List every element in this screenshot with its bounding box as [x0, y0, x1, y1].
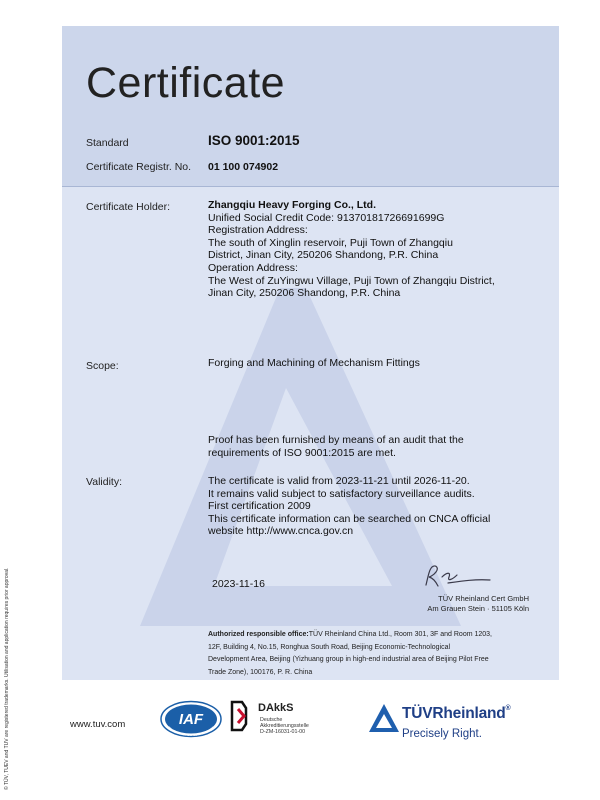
registration-number: 01 100 074902: [208, 161, 279, 173]
tuv-rheinland-logo: [368, 702, 548, 750]
certificate-title: Certificate: [86, 59, 286, 107]
iaf-ring-text: ERNATIONAL ACCREDITATION FOR: [166, 725, 216, 738]
holder-line: Registration Address:: [208, 224, 308, 237]
dakks-title: DAkkS: [258, 702, 294, 714]
holder-line: District, Jinan City, 250206 Shandong, P.R. China: [208, 249, 439, 262]
certification-body-address: Am Grauen Stein · 51105 Köln: [427, 604, 529, 613]
scope-value: Forging and Machining of Mechanism Fittings: [208, 357, 420, 369]
validity-line: This certificate information can be searched on CNCA official: [208, 512, 491, 525]
scope-label: Scope:: [86, 360, 119, 372]
dakks-logo: [228, 698, 338, 746]
certificate-panel: [62, 26, 559, 680]
authorized-line: Development Area, Beijing (Yizhuang group in high-end industrial area of Beijing Pilot Free: [208, 656, 489, 663]
holder-line: Jinan City, 250206 Shandong, P.R. China: [208, 287, 401, 300]
holder-line: The West of ZuYingwu Village, Puji Town of Zhangqiu District,: [208, 274, 495, 287]
authorized-office: [208, 629, 548, 679]
validity-line: It remains valid subject to satisfactory surveillance audits.: [208, 487, 475, 500]
proof-line: Proof has been furnished by means of an audit that the: [208, 434, 464, 446]
dakks-subtitle: Deutsche Akkreditierungsstelle D-ZM-16031-01-00: [260, 717, 309, 735]
authorized-line: Trade Zone), 100176, P. R. China: [208, 668, 313, 676]
authorized-line: TÜV Rheinland China Ltd., Room 301, 3F and Room 1203,: [308, 631, 493, 638]
issue-date: 2023-11-16: [212, 578, 265, 590]
holder-label: Certificate Holder:: [86, 201, 171, 213]
tuv-triangle-icon: [368, 703, 400, 733]
standard-label: Standard: [86, 137, 129, 149]
registration-label: Certificate Registr. No.: [86, 161, 192, 173]
authorized-label: Authorized responsible office:: [208, 631, 309, 638]
iaf-text: IAF: [178, 711, 204, 728]
holder-line: Operation Address:: [208, 262, 298, 274]
standard-value: ISO 9001:2015: [208, 133, 300, 148]
validity-label: Validity:: [86, 476, 122, 488]
proof-line: requirements of ISO 9001:2015 are met.: [208, 447, 396, 459]
authorized-line: 12F, Building 4, No.15, Ronghua South Road, Beijing Economic-Technological: [208, 643, 451, 651]
holder-name: Zhangqiu Heavy Forging Co., Ltd.: [208, 199, 376, 211]
iaf-logo: [160, 700, 222, 738]
validity-line: First certification 2009: [208, 500, 311, 513]
validity-line: website http://www.cnca.gov.cn: [208, 525, 354, 538]
tuv-brand-name: TÜVRheinland®: [402, 705, 511, 722]
trademark-side-note: © TÜV, TUEV and TUV are registered trademarks. Utilisation and application requires prior approval.: [4, 567, 10, 790]
validity-line: The certificate is valid from 2023-11-21 until 2026-11-20.: [208, 475, 470, 487]
dakks-emblem-icon: [228, 700, 256, 732]
certification-body-name: TÜV Rheinland Cert GmbH: [438, 594, 529, 603]
header-divider: [62, 186, 559, 187]
tuv-slogan: Precisely Right.: [402, 728, 482, 740]
holder-line: Unified Social Credit Code: 91370181726691699G: [208, 211, 445, 224]
signature-icon: [420, 563, 500, 589]
holder-line: The south of Xinglin reservoir, Puji Town of Zhangqiu: [208, 236, 453, 249]
tuv-website-link[interactable]: www.tuv.com: [70, 719, 126, 730]
